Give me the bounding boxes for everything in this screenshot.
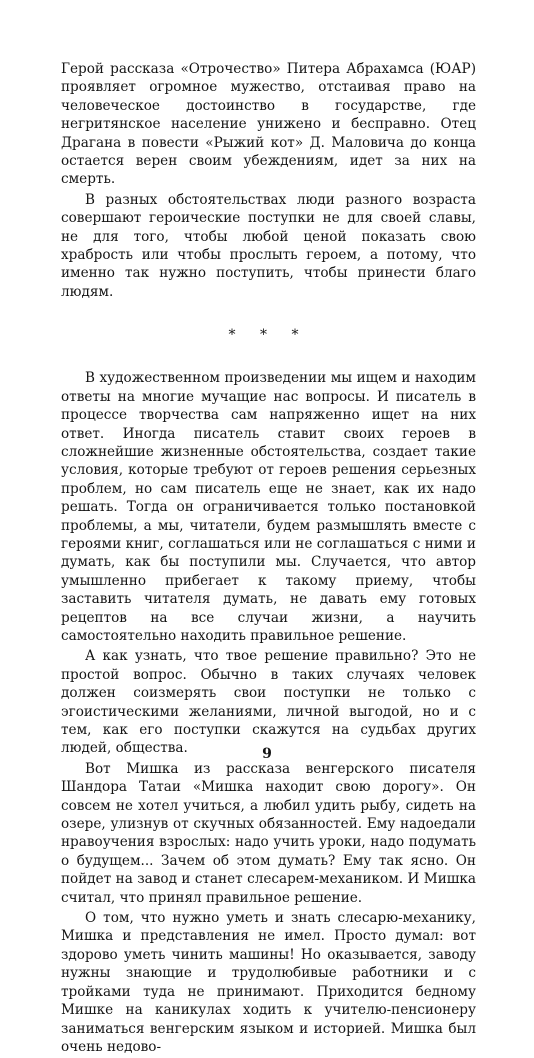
paragraph: А как узнать, что твое решение правильно? Это не простой вопрос. Обычно в таких случаях человек должен соизмерять свои поступки не только с эгоистическими желаниями, личной выгодой, но и с тем, как его поступки скажутся на судьбах других людей, общества. xyxy=(61,648,476,757)
paragraph: О том, что нужно уметь и знать слесарю-механику, Мишка и представления не имел. Просто думал: вот здорово уметь чинить машины! Но оказывается, заводу нужны знающие и трудолюбивые работники и с тройками туда не принимают. Приходится бедному Мишке на каникулах ходить к учителю-пенсионеру заниматься венгерским языком и историей. Мишка был очень недово- xyxy=(61,910,476,1055)
section-separator: * * * xyxy=(228,327,309,344)
paragraph: Герой рассказа «Отрочество» Питера Абрахамса (ЮАР) проявляет огромное мужество, отстаивая право на человеческое достоинство в государстве, где негритянское население унижено и бесправно. Отец Драгана в повести «Рыжий кот» Д. Маловича до конца остается верен своим убеждениям, идет за них на смерть. xyxy=(61,61,476,188)
page-number: 9 xyxy=(262,746,272,762)
paragraph: Вот Мишка из рассказа венгерского писателя Шандора Татаи «Мишка находит свою дорогу». Он совсем не хотел учиться, а любил удить рыбу, сидеть на озере, улизнув от скучных обязанностей. Ему надоедали нравоучения взрослых: надо учить уроки, надо подумать о будущем... Зачем об этом думать? Ему так ясно. Он пойдет на завод и станет слесарем-механиком. И Мишка считал, что принял правильное решение. xyxy=(61,760,476,906)
paragraph: В художественном произведении мы ищем и находим ответы на многие мучащие нас вопросы. И писатель в процессе творчества сам напряженно ищет на них ответ. Иногда писатель ставит своих героев в сложнейшие жизненные обстоятельства, создает такие условия, которые требуют от героев решения серьезных проблем, но сам писатель еще не знает, как их надо решать. Тогда он ограничивается только постановкой проблемы, а мы, читатели, будем размышлять вместе с героями книг, соглашаться или не соглашаться с ними и думать, как бы поступили мы. Случается, что автор умышленно прибегает к такому приему, чтобы заставить читателя думать, не давать ему готовых рецептов на все случаи жизни, а научить самостоятельно находить правильное решение. xyxy=(61,370,476,644)
paragraph: В разных обстоятельствах люди разного возраста совершают героические поступки не для своей славы, не для того, чтобы любой ценой показать свою храбрость или чтобы прослыть героем, а потому, что именно так нужно поступить, чтобы принести благо людям. xyxy=(61,191,476,300)
body-text xyxy=(61,60,476,1058)
